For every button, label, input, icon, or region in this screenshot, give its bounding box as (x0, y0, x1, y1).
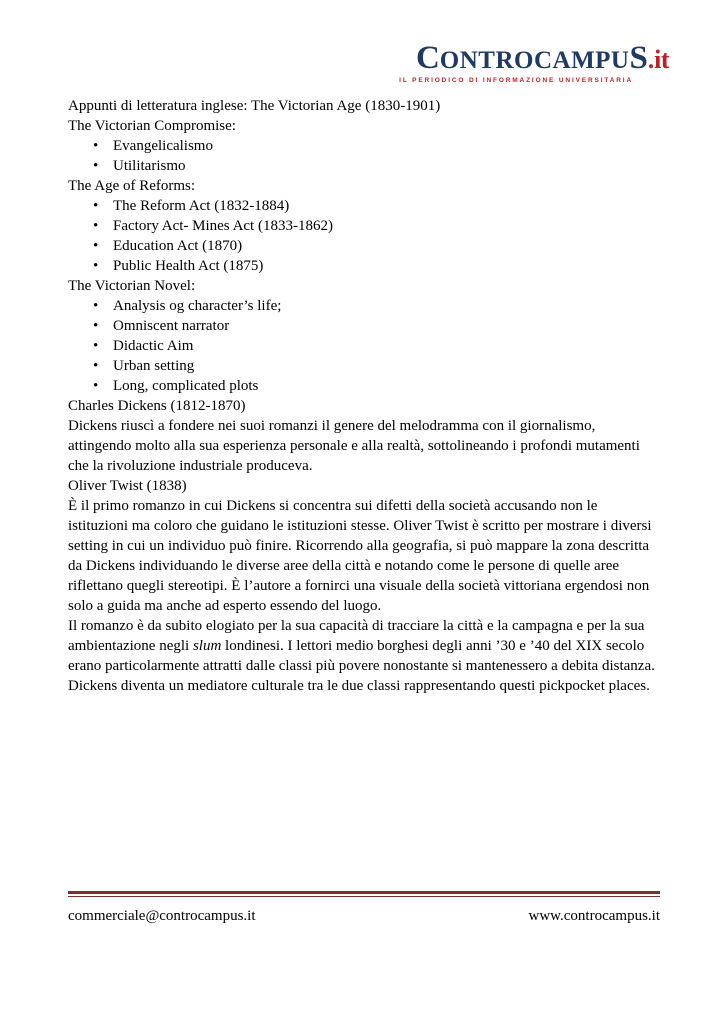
section-heading-oliver-twist: Oliver Twist (1838) (68, 478, 187, 494)
list-item: • Factory Act- Mines Act (1833-1862) (68, 216, 660, 236)
section-heading-age-of-reforms: The Age of Reforms: (68, 178, 196, 194)
reforms-list (68, 196, 660, 276)
section-heading-victorian-novel: The Victorian Novel: (68, 278, 196, 294)
list-item: • Omniscent narrator (68, 316, 660, 336)
list-item: • Public Health Act (1875) (68, 256, 660, 276)
list-item: • Utilitarismo (68, 156, 660, 176)
footer-email: commerciale@controcampus.it (68, 908, 256, 924)
logo-letter-final: S (629, 40, 648, 76)
section-heading-charles-dickens: Charles Dickens (1812-1870) (68, 398, 246, 414)
logo-letters-middle: ONTROCAMPU (439, 47, 630, 74)
list-item: • Long, complicated plots (68, 376, 660, 396)
section-heading-victorian-compromise: The Victorian Compromise: (68, 118, 236, 134)
logo-tagline: IL PERIODICO DI INFORMAZIONE UNIVERSITARIA (399, 77, 633, 84)
paragraph-dickens: Dickens riuscì a fondere nei suoi romanzi il genere del melodramma con il giornalismo, attingendo molto alla sua esperienza personale e alla realtà, sottolineando i profondi mutamenti che la rivoluzione industriale produceva. (68, 418, 640, 474)
footer-rule (68, 891, 660, 897)
controcampus-logo (399, 40, 669, 84)
logo-wordmark (399, 40, 669, 76)
paragraph-slum-part2: londinesi. I lettori medio borghesi degli anni ’30 e ’40 del XIX secolo erano particolarmente attratti dalle classi più povere nonostante si mantenessero a debita distanza. Dickens diventa un mediatore culturale tra le due classi rappresentando questi pickpocket places. (68, 638, 655, 694)
compromise-list (68, 136, 660, 176)
list-item: • The Reform Act (1832-1884) (68, 196, 660, 216)
list-item: • Didactic Aim (68, 336, 660, 356)
footer-website: www.controcampus.it (528, 908, 660, 924)
list-item: • Education Act (1870) (68, 236, 660, 256)
list-item: • Evangelicalismo (68, 136, 660, 156)
paragraph-slum-italic: slum (192, 638, 222, 654)
logo-tld: it (654, 45, 669, 74)
logo-letter-initial: C (415, 40, 440, 76)
paragraph-slum (68, 616, 660, 696)
footer (68, 906, 660, 926)
document-content (68, 96, 660, 696)
document-title: Appunti di letteratura inglese: The Victorian Age (1830-1901) (68, 98, 441, 114)
logo-dot: . (647, 47, 655, 74)
list-item: • Analysis og character’s life; (68, 296, 660, 316)
list-item: • Urban setting (68, 356, 660, 376)
novel-list (68, 296, 660, 396)
paragraph-slum-part1: Il romanzo è da subito elogiato per la sua capacità di tracciare la città e la campagna e per la sua ambientazione negli (68, 618, 645, 654)
paragraph-oliver-twist: È il primo romanzo in cui Dickens si concentra sui difetti della società accusando non le istituzioni ma coloro che guidano le istituzioni stesse. Oliver Twist è scritto per mostrare i diversi setting in cui un individuo può finire. Ricorrendo alla geografia, si può mappare la zona descritta da Dickens individuando le diverse aree della città e notando come le persone di quelle aree riflettano quegli stereotipi. È l’autore a fornirci una visuale della società vittoriana ergendosi non solo a guida ma anche ad esperto essendo del luogo. (68, 498, 652, 614)
